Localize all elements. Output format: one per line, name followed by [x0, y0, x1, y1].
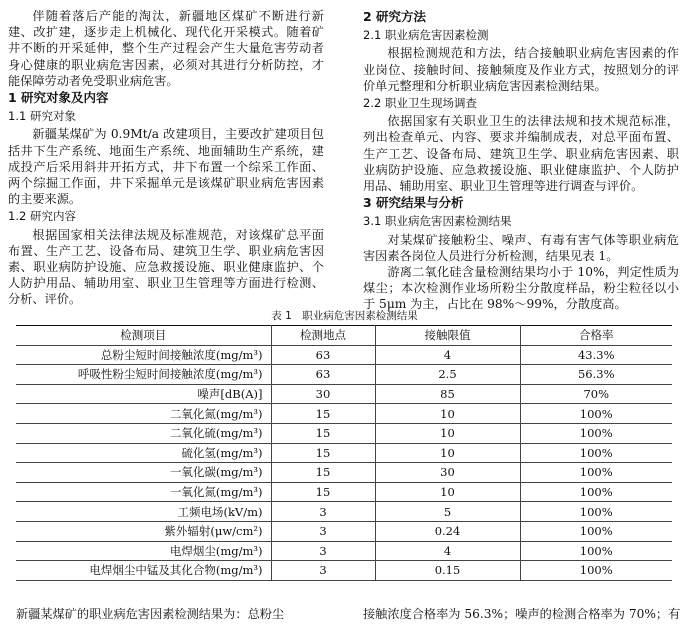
cell-rate: 100% [520, 463, 672, 483]
header-rate: 合格率 [520, 326, 672, 346]
cell-rate: 100% [520, 521, 672, 541]
cell-rate: 100% [520, 443, 672, 463]
table-row [16, 561, 672, 581]
table-row [16, 404, 672, 424]
cell-item: 电焊烟尘(mg/m³) [16, 541, 271, 561]
cell-limit: 10 [375, 443, 520, 463]
cell-item: 电焊烟尘中锰及其化合物(mg/m³) [16, 561, 271, 581]
right-column [363, 8, 679, 313]
section-2-heading: 2 研究方法 [363, 9, 427, 24]
cell-rate: 100% [520, 404, 672, 424]
cell-rate: 43.3% [520, 345, 672, 365]
left-column [8, 8, 324, 308]
table-row [16, 443, 672, 463]
cell-sites: 63 [271, 365, 375, 385]
cell-item: 二氧化硫(mg/m³) [16, 423, 271, 443]
cell-sites: 15 [271, 463, 375, 483]
cell-item: 噪声[dB(A)] [16, 384, 271, 404]
intro-paragraph: 伴随着落后产能的淘汰，新疆地区煤矿不断进行新建、改扩建，逐步走上机械化、现代化开采模式。随着矿井不断的开采延伸，整个生产过程会产生大量危害劳动者身心健康的职业病危害因素，必须对其进行分析防控，才能保障劳动者免受职业病危害。 [8, 9, 324, 88]
cell-rate: 100% [520, 423, 672, 443]
table-row [16, 541, 672, 561]
bottom-left-text: 新疆某煤矿的职业病危害因素检测结果为：总粉尘 [16, 607, 285, 621]
cell-sites: 15 [271, 443, 375, 463]
table-row [16, 482, 672, 502]
cell-item: 一氧化氮(mg/m³) [16, 482, 271, 502]
cell-sites: 15 [271, 404, 375, 424]
cell-item: 二氧化氮(mg/m³) [16, 404, 271, 424]
cell-limit: 0.15 [375, 561, 520, 581]
section-1-2-paragraph: 根据国家相关法律法规及标准规范，对该煤矿总平面布置、生产工艺、设备布局、建筑卫生学、职业病危害因素、职业病防护设施、应急救援设施、职业健康监护、个人防护用品、辅助用室、职业卫生管理等方面进行检测、分析、评价。 [8, 227, 324, 307]
section-1-1-paragraph: 新疆某煤矿为 0.9Mt/a 改建项目，主要改扩建项目包括井下生产系统、地面生产系统、地面辅助生产系统，建成投产后采用斜井开拓方式，井下布置一个综采工作面、两个综掘工作面，井下采掘单元是该煤矿职业病危害因素的主要来源。 [8, 127, 324, 207]
cell-sites: 3 [271, 561, 375, 581]
section-2-1-paragraph: 根据检测规范和方法，结合接触职业病危害因素的作业岗位、接触时间、接触频度及作业方式，按照划分的评价单元整理和分析职业病危害因素检测结果。 [363, 46, 679, 93]
cell-limit: 30 [375, 463, 520, 483]
results-table [16, 325, 672, 581]
cell-limit: 4 [375, 541, 520, 561]
cell-rate: 70% [520, 384, 672, 404]
cell-sites: 30 [271, 384, 375, 404]
header-sites: 检测地点 [271, 326, 375, 346]
section-2-1-heading: 2.1 职业病危害因素检测 [363, 28, 489, 43]
table-caption: 表 1 职业病危害因素检测结果 [271, 310, 418, 322]
cell-sites: 3 [271, 521, 375, 541]
cell-limit: 4 [375, 345, 520, 365]
table-row [16, 423, 672, 443]
section-3-heading: 3 研究结果与分析 [363, 195, 464, 211]
cell-rate: 100% [520, 541, 672, 561]
cell-item: 一氧化碳(mg/m³) [16, 463, 271, 483]
section-3-1-paragraph-2: 游离二氧化硅含量检测结果均小于 10%，判定性质为煤尘；本次检测作业场所粉尘分散度样品，粉尘粒径以小于 5μm 为主，占比在 98%～99%，分散度高。 [363, 265, 679, 312]
cell-rate: 100% [520, 502, 672, 522]
cell-item: 硫化氢(mg/m³) [16, 443, 271, 463]
cell-sites: 3 [271, 541, 375, 561]
cell-limit: 85 [375, 384, 520, 404]
cell-limit: 0.24 [375, 521, 520, 541]
section-2-2-heading: 2.2 职业卫生现场调查 [363, 96, 477, 111]
cell-limit: 10 [375, 423, 520, 443]
cell-limit: 2.5 [375, 365, 520, 385]
cell-item: 紫外辐射(μw/cm²) [16, 521, 271, 541]
table-row [16, 384, 672, 404]
header-limit: 接触限值 [375, 326, 520, 346]
table-header-row [16, 326, 672, 346]
table-row [16, 463, 672, 483]
cell-limit: 5 [375, 502, 520, 522]
section-1-2-heading: 1.2 研究内容 [8, 209, 76, 224]
section-1-1-heading: 1.1 研究对象 [8, 109, 76, 124]
section-1-heading: 1 研究对象及内容 [8, 90, 109, 106]
cell-item: 总粉尘短时间接触浓度(mg/m³) [16, 345, 271, 365]
table-row [16, 345, 672, 365]
table-row [16, 502, 672, 522]
header-item: 检测项目 [16, 326, 271, 346]
section-3-1-heading: 3.1 职业病危害因素检测结果 [363, 214, 512, 229]
cell-limit: 10 [375, 404, 520, 424]
table-row [16, 521, 672, 541]
cell-item: 呼吸性粉尘短时间接触浓度(mg/m³) [16, 365, 271, 385]
cell-rate: 100% [520, 561, 672, 581]
cell-rate: 56.3% [520, 365, 672, 385]
cell-sites: 3 [271, 502, 375, 522]
section-2-2-paragraph: 依据国家有关职业卫生的法律法规和技术规范标准，列出检查单元、内容、要求并编制成表，对总平面布置、生产工艺、设备布局、建筑卫生学、职业病危害因素、职业病防护设施、应急救援设施、职业健康监护、个人防护用品、辅助用室、职业卫生管理等进行调查与评价。 [363, 114, 679, 194]
bottom-right-text: 接触浓度合格率为 56.3%；噪声的检测合格率为 70%；有 [363, 607, 681, 621]
cell-limit: 10 [375, 482, 520, 502]
table-row [16, 365, 672, 385]
cell-sites: 15 [271, 423, 375, 443]
cell-item: 工频电场(kV/m) [16, 502, 271, 522]
cell-sites: 63 [271, 345, 375, 365]
cell-rate: 100% [520, 482, 672, 502]
section-3-1-paragraph: 对某煤矿接触粉尘、噪声、有毒有害气体等职业病危害因素各岗位人员进行分析检测，结果见表 1。 [363, 232, 679, 263]
cell-sites: 15 [271, 482, 375, 502]
